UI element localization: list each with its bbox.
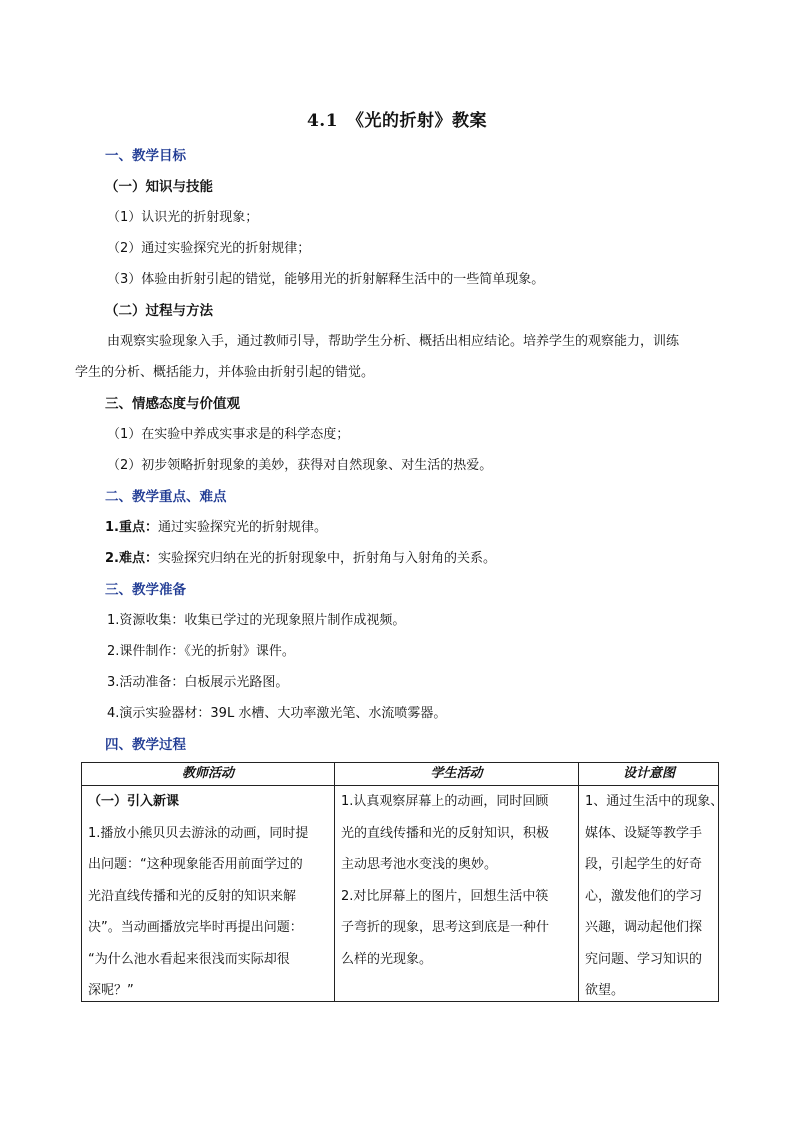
page-title: 4.1 《光的折射》教案 [306,111,488,131]
cell-line: 光的直线传播和光的反射知识，积极 [341,825,550,841]
cell-line: 1.认真观察屏幕上的动画，同时回顾 [341,794,549,809]
cell-line: 么样的光现象。 [341,951,433,967]
student-activity-cell [341,786,549,975]
cell-line: 1.播放小熊贝贝去游泳的动画，同时提 [88,825,309,841]
cell-line: 1、通过生活中的现象、 [585,794,724,809]
key-point-line [105,518,327,538]
subsection-heading: （二）过程与方法 [105,303,213,319]
paragraph-line: 2.课件制作：《光的折射》课件。 [107,644,295,659]
cell-line: 究问题、学习知识的 [585,951,703,967]
paragraph-line: （1）认识光的折射现象； [107,210,259,225]
subsection-heading: 三、情感态度与价值观 [105,396,240,412]
column-divider [578,763,579,1001]
cell-line: 欲望。 [585,983,625,998]
paragraph-line: （1）在实验中养成实事求是的科学态度； [107,427,350,442]
teacher-activity-cell [88,786,308,1007]
cell-line: 子弯折的现象，思考这到底是一种什 [341,920,550,935]
paragraph-line: 4.演示实验器材：39L 水槽、大功率激光笔、水流喷雾器。 [107,706,447,721]
cell-line: 2.对比屏幕上的图片，回想生活中筷 [341,888,549,904]
teaching-process-table [81,762,724,1002]
paragraph-line: 由观察实验现象入手，通过教师引导，帮助学生分析、概括出相应结论。培养学生的观察能力，训练 [107,334,680,349]
cell-line: “为什么池水看起来很浅而实际却很 [88,951,290,967]
paragraph-line: （3）体验由折射引起的错觉，能够用光的折射解释生活中的一些简单现象。 [107,272,545,287]
cell-line: 决”。当动画播放完毕时再提出问题： [88,920,303,935]
cell-line: 出问题：“这种现象能否用前面学过的 [88,857,303,872]
paragraph-line: （2）初步领略折射现象的美妙，获得对自然现象、对生活的热爱。 [107,458,493,473]
design-intent-cell [585,786,723,1007]
section-heading: 三、教学准备 [105,582,186,598]
section-heading: 四、教学过程 [105,737,186,753]
key-point-text: 实验探究归纳在光的折射现象中，折射角与入射角的关系。 [157,551,496,566]
header-teacher-activity: 教师活动 [181,766,234,781]
cell-line: 主动思考池水变浅的奥妙。 [341,857,498,872]
key-point-line [105,549,496,569]
paragraph-line: 学生的分析、概括能力，并体验由折射引起的错觉。 [75,365,375,380]
section-heading: 一、教学目标 [105,148,186,164]
cell-line: 段，引起学生的好奇 [585,857,703,872]
cell-line: （一）引入新课 [88,794,180,809]
cell-line: 兴趣，调动起他们探 [585,920,703,935]
section-heading: 二、教学重点、难点 [105,489,227,505]
key-point-label: 1.重点： [105,520,158,535]
paragraph-line: （2）通过实验探究光的折射规律； [107,241,311,256]
header-student-activity: 学生活动 [430,766,483,781]
key-point-label: 2.难点： [105,551,158,566]
subsection-heading: （一）知识与技能 [105,179,213,195]
paragraph-line: 3.活动准备：白板展示光路图。 [107,675,289,690]
cell-line: 心，激发他们的学习 [585,888,703,904]
key-point-text: 通过实验探究光的折射规律。 [157,520,327,535]
header-design-intent: 设计意图 [622,766,675,781]
cell-line: 光沿直线传播和光的反射的知识来解 [88,888,297,904]
cell-line: 深呢？” [88,983,134,998]
cell-line: 媒体、设疑等教学手 [585,825,703,841]
column-divider [334,763,335,1001]
paragraph-line: 1.资源收集：收集已学过的光现象照片制作成视频。 [107,613,406,628]
